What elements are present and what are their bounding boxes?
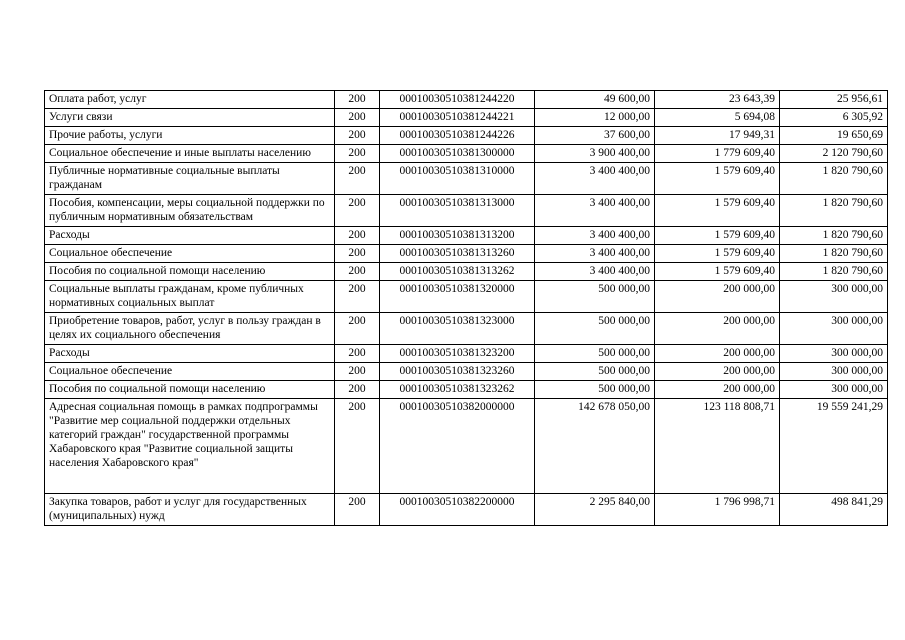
line-code-cell: 200 [335,163,380,195]
unexecuted-amount-cell: 498 841,29 [780,494,888,526]
item-name-cell: Услуги связи [45,109,335,127]
item-name-cell: Публичные нормативные социальные выплаты гражданам [45,163,335,195]
unexecuted-amount-cell: 1 820 790,60 [780,227,888,245]
item-name-cell: Социальное обеспечение [45,245,335,263]
line-code-cell: 200 [335,381,380,399]
unexecuted-amount-cell: 300 000,00 [780,363,888,381]
line-code-cell: 200 [335,109,380,127]
table-row [45,227,888,245]
line-code-cell: 200 [335,145,380,163]
table-row [45,281,888,313]
unexecuted-amount-cell: 300 000,00 [780,345,888,363]
line-code-cell: 200 [335,313,380,345]
table-row [45,127,888,145]
table-row [45,91,888,109]
unexecuted-amount-cell: 1 820 790,60 [780,163,888,195]
executed-amount-cell: 5 694,08 [655,109,780,127]
executed-amount-cell: 200 000,00 [655,281,780,313]
budget-code-cell: 00010030510381244226 [380,127,535,145]
budget-code-cell: 00010030510381313000 [380,195,535,227]
line-code-cell: 200 [335,399,380,494]
executed-amount-cell: 1 579 609,40 [655,263,780,281]
approved-amount-cell: 500 000,00 [535,345,655,363]
item-name-cell: Оплата работ, услуг [45,91,335,109]
approved-amount-cell: 3 400 400,00 [535,263,655,281]
budget-code-cell: 00010030510382000000 [380,399,535,494]
line-code-cell: 200 [335,245,380,263]
executed-amount-cell: 1 796 998,71 [655,494,780,526]
budget-code-cell: 00010030510381323262 [380,381,535,399]
budget-code-cell: 00010030510381323200 [380,345,535,363]
approved-amount-cell: 37 600,00 [535,127,655,145]
item-name-cell: Социальное обеспечение и иные выплаты населению [45,145,335,163]
table-body [45,91,888,526]
unexecuted-amount-cell: 300 000,00 [780,313,888,345]
executed-amount-cell: 1 579 609,40 [655,227,780,245]
executed-amount-cell: 1 579 609,40 [655,195,780,227]
table-row [45,109,888,127]
budget-code-cell: 00010030510381313260 [380,245,535,263]
line-code-cell: 200 [335,494,380,526]
unexecuted-amount-cell: 1 820 790,60 [780,263,888,281]
unexecuted-amount-cell: 300 000,00 [780,381,888,399]
line-code-cell: 200 [335,227,380,245]
budget-code-cell: 00010030510381323260 [380,363,535,381]
table-row [45,381,888,399]
unexecuted-amount-cell: 2 120 790,60 [780,145,888,163]
executed-amount-cell: 1 579 609,40 [655,245,780,263]
line-code-cell: 200 [335,363,380,381]
unexecuted-amount-cell: 1 820 790,60 [780,195,888,227]
item-name-cell: Адресная социальная помощь в рамках подпрограммы "Развитие мер социальной поддержки отдельных категорий граждан" государственной программы Хабаровского края "Развитие социальной защиты населения Хабаровского края" [45,399,335,494]
executed-amount-cell: 200 000,00 [655,381,780,399]
item-name-cell: Социальные выплаты гражданам, кроме публичных нормативных социальных выплат [45,281,335,313]
executed-amount-cell: 17 949,31 [655,127,780,145]
line-code-cell: 200 [335,345,380,363]
unexecuted-amount-cell: 1 820 790,60 [780,245,888,263]
line-code-cell: 200 [335,127,380,145]
approved-amount-cell: 49 600,00 [535,91,655,109]
approved-amount-cell: 500 000,00 [535,381,655,399]
line-code-cell: 200 [335,263,380,281]
approved-amount-cell: 3 900 400,00 [535,145,655,163]
budget-code-cell: 00010030510381313200 [380,227,535,245]
line-code-cell: 200 [335,281,380,313]
executed-amount-cell: 200 000,00 [655,363,780,381]
executed-amount-cell: 1 779 609,40 [655,145,780,163]
budget-execution-table [44,90,888,526]
item-name-cell: Социальное обеспечение [45,363,335,381]
item-name-cell: Пособия по социальной помощи населению [45,381,335,399]
table-row [45,363,888,381]
unexecuted-amount-cell: 25 956,61 [780,91,888,109]
unexecuted-amount-cell: 19 650,69 [780,127,888,145]
unexecuted-amount-cell: 6 305,92 [780,109,888,127]
table-row [45,494,888,526]
budget-code-cell: 00010030510381310000 [380,163,535,195]
item-name-cell: Пособия по социальной помощи населению [45,263,335,281]
approved-amount-cell: 3 400 400,00 [535,163,655,195]
table-row [45,263,888,281]
unexecuted-amount-cell: 300 000,00 [780,281,888,313]
approved-amount-cell: 3 400 400,00 [535,245,655,263]
table-row [45,163,888,195]
approved-amount-cell: 142 678 050,00 [535,399,655,494]
item-name-cell: Расходы [45,345,335,363]
line-code-cell: 200 [335,195,380,227]
budget-code-cell: 00010030510381323000 [380,313,535,345]
table-row [45,345,888,363]
budget-code-cell: 00010030510381320000 [380,281,535,313]
approved-amount-cell: 3 400 400,00 [535,227,655,245]
executed-amount-cell: 200 000,00 [655,313,780,345]
budget-code-cell: 00010030510381244220 [380,91,535,109]
item-name-cell: Прочие работы, услуги [45,127,335,145]
table-row [45,145,888,163]
table-row [45,399,888,494]
item-name-cell: Пособия, компенсации, меры социальной поддержки по публичным нормативным обязательствам [45,195,335,227]
executed-amount-cell: 1 579 609,40 [655,163,780,195]
approved-amount-cell: 500 000,00 [535,363,655,381]
executed-amount-cell: 200 000,00 [655,345,780,363]
unexecuted-amount-cell: 19 559 241,29 [780,399,888,494]
approved-amount-cell: 12 000,00 [535,109,655,127]
table-row [45,195,888,227]
table-row [45,313,888,345]
approved-amount-cell: 2 295 840,00 [535,494,655,526]
table-row [45,245,888,263]
approved-amount-cell: 3 400 400,00 [535,195,655,227]
budget-code-cell: 00010030510381300000 [380,145,535,163]
approved-amount-cell: 500 000,00 [535,313,655,345]
line-code-cell: 200 [335,91,380,109]
executed-amount-cell: 123 118 808,71 [655,399,780,494]
budget-code-cell: 00010030510381313262 [380,263,535,281]
item-name-cell: Приобретение товаров, работ, услуг в пользу граждан в целях их социального обеспечения [45,313,335,345]
approved-amount-cell: 500 000,00 [535,281,655,313]
executed-amount-cell: 23 643,39 [655,91,780,109]
item-name-cell: Расходы [45,227,335,245]
budget-code-cell: 00010030510382200000 [380,494,535,526]
item-name-cell: Закупка товаров, работ и услуг для государственных (муниципальных) нужд [45,494,335,526]
budget-code-cell: 00010030510381244221 [380,109,535,127]
